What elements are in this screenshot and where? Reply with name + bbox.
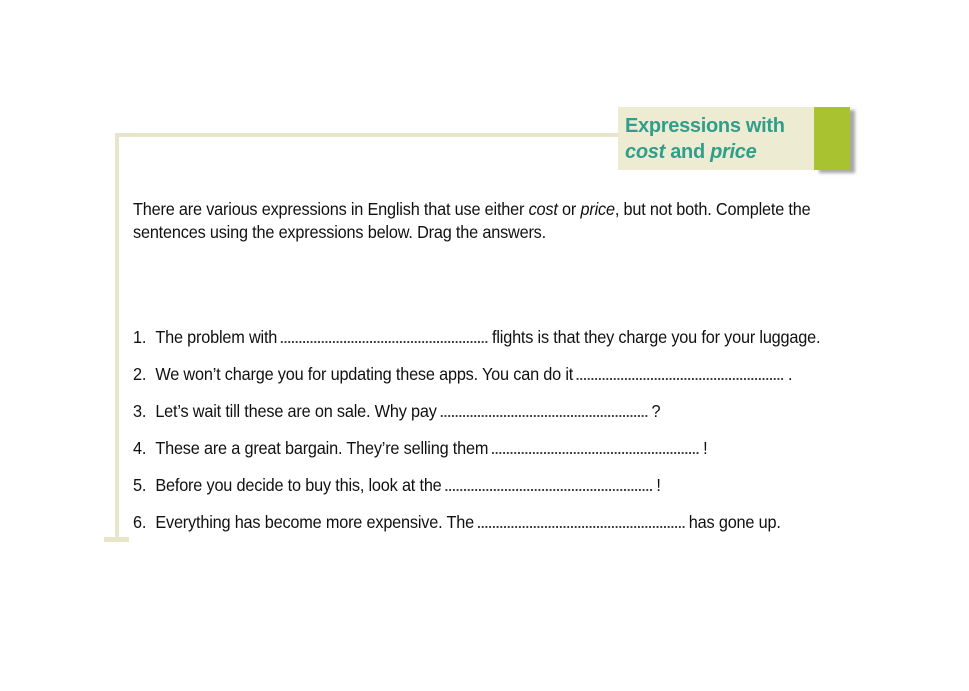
sentence-number: 3. [133, 401, 147, 421]
sentence-before: The problem with [155, 327, 278, 347]
sentence-list [133, 326, 969, 548]
instructions-seg3: , but not both. Complete the sentences using the expressions below. Drag the answers. [133, 198, 811, 242]
sentence-text [155, 511, 780, 533]
title-word-cost: cost [625, 140, 665, 163]
instructions-word-cost: cost [528, 198, 558, 219]
sentence-text [155, 474, 660, 496]
lesson-title-line1: Expressions with [625, 114, 785, 137]
frame-top-line [115, 133, 618, 137]
sentence-after: has gone up. [688, 512, 781, 532]
sentence-before: Let’s wait till these are on sale. Why pay [155, 401, 437, 421]
sentence-item-1 [133, 326, 933, 348]
answer-blank-2[interactable] [577, 365, 783, 380]
title-word-and: and [670, 140, 705, 163]
sentence-text [155, 437, 707, 459]
instructions [133, 198, 857, 244]
sentence-item-6 [133, 511, 933, 533]
lesson-title-line2 [625, 139, 814, 165]
sentence-number: 5. [133, 475, 147, 495]
sentence-number: 4. [133, 438, 147, 458]
sentence-before: We won’t charge you for updating these apps. You can do it [155, 364, 574, 384]
answer-blank-6[interactable] [478, 513, 684, 528]
lesson-title-box [618, 107, 814, 170]
accent-square [814, 107, 850, 170]
sentence-after: ! [703, 438, 708, 458]
sentence-after: ! [656, 475, 661, 495]
instructions-word-price: price [580, 198, 615, 219]
sentence-number: 6. [133, 512, 147, 532]
sentence-item-5 [133, 474, 933, 496]
sentence-after: ? [651, 401, 661, 421]
answer-blank-1[interactable] [281, 328, 487, 343]
answer-blank-3[interactable] [440, 402, 646, 417]
frame-foot-serif [104, 537, 129, 542]
instructions-seg2: or [557, 198, 581, 219]
answer-blank-5[interactable] [445, 476, 651, 491]
sentence-text [155, 400, 660, 422]
sentence-after: flights is that they charge you for your luggage. [492, 327, 821, 347]
sentence-item-4 [133, 437, 933, 459]
sentence-text [155, 363, 792, 385]
sentence-item-3 [133, 400, 933, 422]
answer-blank-4[interactable] [492, 439, 698, 454]
sentence-before: Everything has become more expensive. The [155, 512, 474, 532]
sentence-before: These are a great bargain. They’re selling them [155, 438, 489, 458]
frame-left-line [115, 133, 119, 537]
sentence-number: 1. [133, 327, 147, 347]
sentence-before: Before you decide to buy this, look at the [155, 475, 442, 495]
instructions-seg1: There are various expressions in English that use either [133, 198, 529, 219]
sentence-text [155, 326, 820, 348]
sentence-number: 2. [133, 364, 147, 384]
title-word-price: price [710, 140, 757, 163]
sentence-after: . [787, 364, 793, 384]
sentence-item-2 [133, 363, 933, 385]
